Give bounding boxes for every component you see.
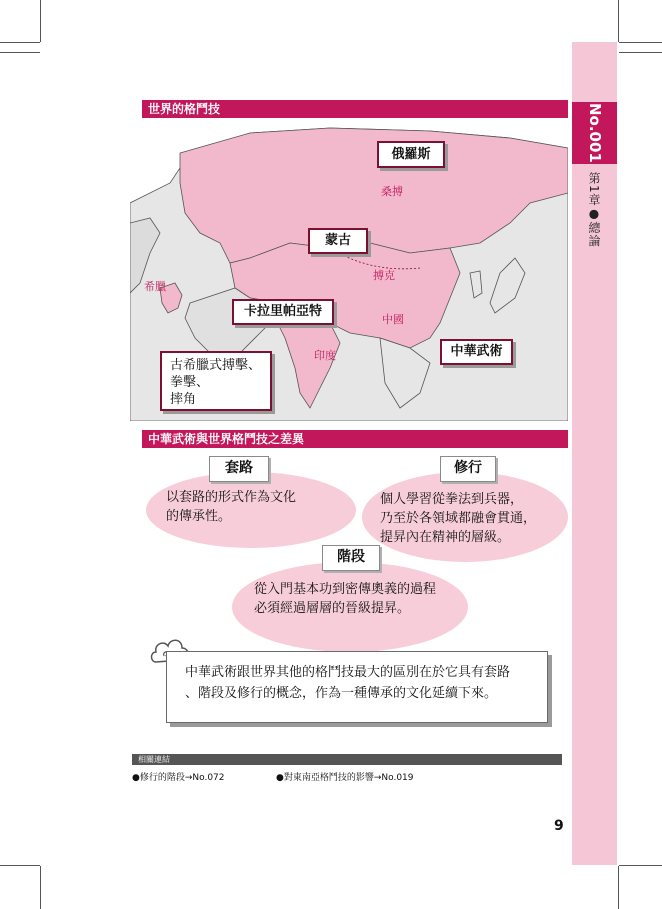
callout-chinese-martial-arts: 中華武術 (440, 339, 513, 365)
crop-mark (0, 865, 40, 866)
jieduan-line: 必須經過層層的晉級提昇。 (254, 601, 411, 616)
xiuxing-line: 個人學習從拳法到兵器， (380, 492, 524, 507)
map-label-greece: 希臘 (144, 280, 166, 293)
callout-greek-line: 拳擊、 (170, 375, 210, 390)
taolu-line: 的傳承性。 (166, 509, 232, 524)
section-title-world-martial-arts: 世界的格鬥技 (142, 100, 568, 118)
ellipse-xiuxing (362, 472, 568, 562)
chapter-title: 第1章●總論 (587, 172, 601, 248)
map-label-sambo: 桑搏 (381, 185, 403, 198)
crop-mark (619, 865, 662, 866)
summary-line: 、階段及修行的概念，作為一種傳承的文化延續下來。 (185, 686, 498, 701)
tag-xiuxing: 修行 (440, 456, 496, 482)
xiuxing-line: 乃至於各領域都融會貫通， (380, 511, 537, 526)
tag-jieduan: 階段 (322, 545, 380, 571)
callout-greek-combat (160, 351, 272, 411)
callout-mongolia: 蒙古 (308, 228, 368, 254)
related-link-southeast-asia[interactable]: ●對東南亞格鬥技的影響→No.019 (276, 773, 414, 783)
ellipse-jieduan (232, 562, 468, 652)
crop-mark (0, 42, 40, 43)
callout-greek-line: 摔角 (170, 392, 197, 407)
crop-mark (619, 42, 662, 43)
jieduan-line: 從入門基本功到密傳奧義的過程 (254, 582, 437, 597)
taolu-text (166, 488, 296, 526)
page-number: 9 (554, 818, 564, 834)
crop-mark (40, 866, 41, 909)
callout-greek-line: 古希臘式搏擊、 (170, 358, 262, 373)
xiuxing-line: 提昇內在精神的層級。 (380, 530, 511, 545)
map-label-india: 印度 (314, 349, 336, 362)
section-title-differences: 中華武術與世界格鬥技之差異 (142, 430, 568, 448)
related-links-header: 相關連結 (132, 754, 562, 765)
related-link-cultivation-stages[interactable]: ●修行的階段→No.072 (132, 773, 225, 783)
crop-mark (40, 0, 41, 42)
xiuxing-text (380, 490, 536, 547)
chapter-sidebar (572, 42, 617, 865)
crop-mark (619, 52, 662, 53)
jieduan-text (254, 580, 436, 618)
summary-line: 中華武術跟世界其他的格鬥技最大的區別在於它具有套路 (185, 665, 511, 680)
callout-kalaripayattu: 卡拉里帕亞特 (232, 299, 334, 325)
callout-russia: 俄羅斯 (377, 141, 445, 168)
crop-mark (618, 866, 619, 909)
chapter-number: No.001 (572, 102, 617, 164)
map-label-boke: 搏克 (373, 269, 395, 282)
summary-box (166, 651, 548, 723)
taolu-line: 以套路的形式作為文化 (166, 490, 297, 505)
map-label-china: 中國 (382, 313, 404, 326)
tag-taolu: 套路 (209, 456, 269, 482)
ellipse-taolu (146, 472, 356, 548)
crop-mark (618, 0, 619, 42)
crop-mark (0, 52, 40, 53)
